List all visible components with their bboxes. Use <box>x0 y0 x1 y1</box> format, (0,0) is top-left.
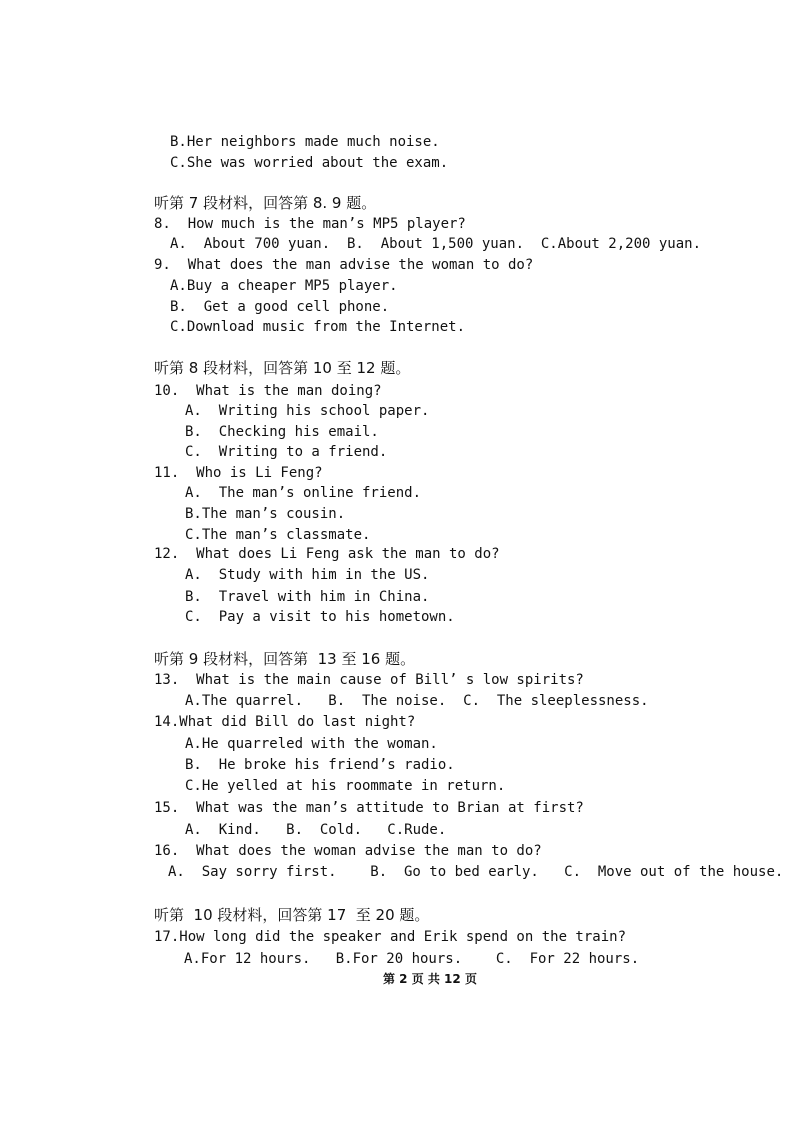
section-heading-8: 听第 8 段材料，回答第 10 至 12 题。 <box>154 359 411 377</box>
option-11a: A. The man’s online friend. <box>185 485 422 501</box>
option-14a: A.He quarreled with the woman. <box>185 736 438 752</box>
section-heading-7: 听第 7 段材料，回答第 8. 9 题。 <box>154 194 377 212</box>
question-17: 17.How long did the speaker and Erik spend on the train? <box>154 929 627 945</box>
option-9a: A.Buy a cheaper MP5 player. <box>170 278 398 294</box>
question-8: 8. How much is the man’s MP5 player? <box>154 216 466 232</box>
question-10: 10. What is the man doing? <box>154 383 382 399</box>
section-heading-9: 听第 9 段材料，回答第 13 至 16 题。 <box>154 650 416 668</box>
option-7b: B.Her neighbors made much noise. <box>170 134 440 150</box>
option-11c: C.The man’s classmate. <box>185 527 371 543</box>
option-7c: C.She was worried about the exam. <box>170 155 449 171</box>
option-9c: C.Download music from the Internet. <box>170 319 466 335</box>
options-13: A.The quarrel. B. The noise. C. The sleeplessness. <box>185 693 649 709</box>
question-16: 16. What does the woman advise the man to do? <box>154 843 542 859</box>
question-15: 15. What was the man’s attitude to Brian at first? <box>154 800 584 816</box>
option-11b: B.The man’s cousin. <box>185 506 346 522</box>
question-12: 12. What does Li Feng ask the man to do? <box>154 546 500 562</box>
question-14: 14.What did Bill do last night? <box>154 714 416 730</box>
option-9b: B. Get a good cell phone. <box>170 299 390 315</box>
question-9: 9. What does the man advise the woman to do? <box>154 257 534 273</box>
option-10a: A. Writing his school paper. <box>185 403 430 419</box>
question-11: 11. Who is Li Feng? <box>154 465 323 481</box>
option-14b: B. He broke his friend’s radio. <box>185 757 455 773</box>
option-10b: B. Checking his email. <box>185 424 379 440</box>
section-heading-10: 听第 10 段材料，回答第 17 至 20 题。 <box>154 906 430 924</box>
options-16: A. Say sorry first. B. Go to bed early. C. Move out of the house. <box>168 864 784 880</box>
option-10c: C. Writing to a friend. <box>185 444 388 460</box>
option-12a: A. Study with him in the US. <box>185 567 430 583</box>
options-15: A. Kind. B. Cold. C.Rude. <box>185 822 447 838</box>
option-14c: C.He yelled at his roommate in return. <box>185 778 506 794</box>
option-12b: B. Travel with him in China. <box>185 589 430 605</box>
question-13: 13. What is the main cause of Bill’ s low spirits? <box>154 672 584 688</box>
options-8: A. About 700 yuan. B. About 1,500 yuan. C.About 2,200 yuan. <box>170 236 702 252</box>
page-number: 第 2 页 共 12 页 <box>383 972 477 986</box>
option-12c: C. Pay a visit to his hometown. <box>185 609 455 625</box>
options-17: A.For 12 hours. B.For 20 hours. C. For 22 hours. <box>184 951 640 967</box>
